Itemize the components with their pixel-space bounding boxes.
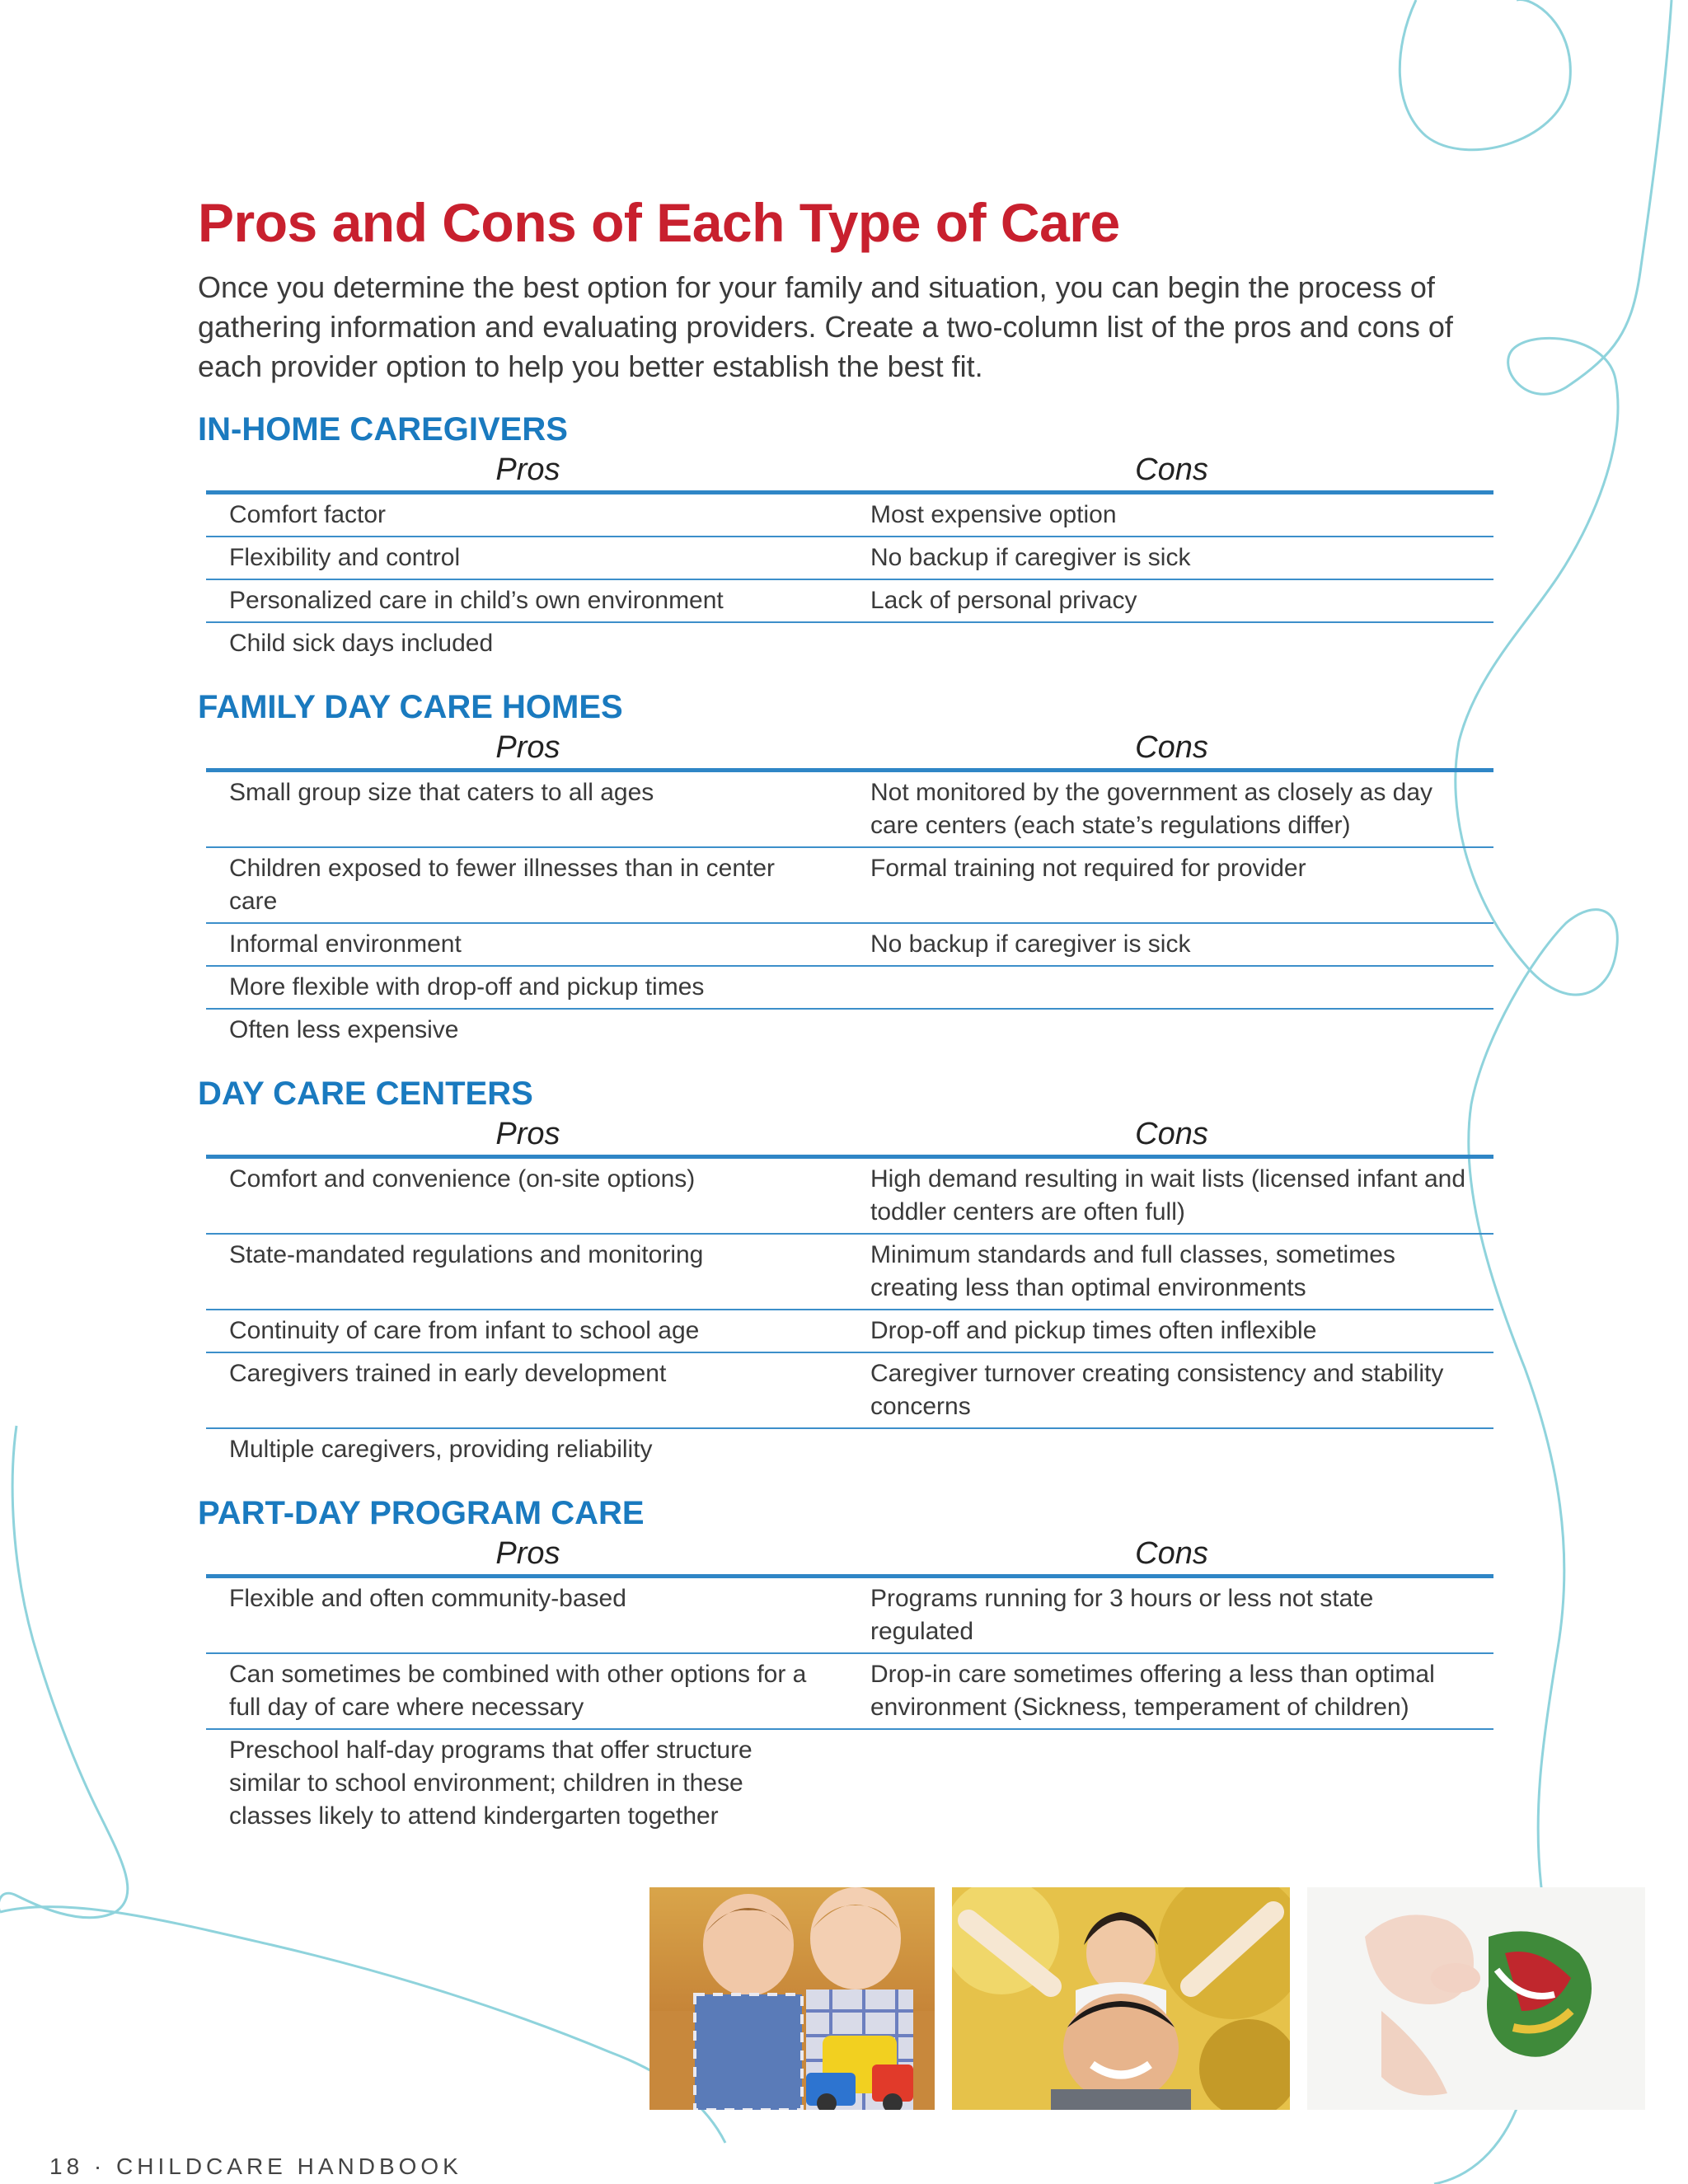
con-cell [842,1010,1493,1051]
pro-cell: Personalized care in child’s own environment [229,587,724,614]
con-cell [842,623,1493,664]
pro-cell: Often less expensive [229,1016,459,1043]
pro-cell: Flexibility and control [229,544,461,571]
page-content [198,185,1500,1837]
con-cell: Drop-in care sometimes offering a less than optimal environment (Sickness, temperament of children) [870,1661,1435,1721]
pros-cons-table [206,1535,1493,1837]
pro-cell: Multiple caregivers, providing reliability [229,1436,653,1463]
table-row [206,1235,1493,1310]
pro-cell: State-mandated regulations and monitoring [229,1241,704,1268]
con-cell: Most expensive option [870,501,1117,528]
section [198,408,1500,664]
con-cell: Formal training not required for provider [870,855,1306,882]
con-cell: Lack of personal privacy [870,587,1137,614]
pro-cell: Flexible and often community-based [229,1585,626,1612]
section [198,1072,1500,1470]
photo-child-painting-hands [1307,1887,1645,2110]
section-title: DAY CARE CENTERS [198,1076,533,1112]
section-title: PART-DAY PROGRAM CARE [198,1495,645,1531]
con-cell: Programs running for 3 hours or less not state regulated [870,1585,1374,1645]
table-row [206,967,1493,1010]
pro-cell: Caregivers trained in early development [229,1360,667,1387]
con-cell: Drop-off and pickup times often inflexible [870,1317,1317,1344]
table-row [206,772,1493,848]
sections-container [198,408,1500,1837]
table-row [206,1010,1493,1051]
pro-cell: Continuity of care from infant to school age [229,1317,700,1344]
table-row [206,924,1493,967]
table-row [206,494,1493,537]
page-footer: 18 · CHILDCARE HANDBOOK [49,2154,462,2179]
section-title: FAMILY DAY CARE HOMES [198,689,623,725]
table-row [206,1730,1493,1837]
con-cell [842,967,1493,1008]
table-header [206,1115,1493,1159]
con-cell [842,1429,1493,1470]
table-row [206,848,1493,924]
section [198,1492,1500,1837]
pros-cons-table [206,451,1493,664]
pro-cell: Comfort factor [229,501,387,528]
photo-father-and-daughter [952,1887,1290,2110]
cons-header: Cons [1135,1536,1208,1571]
table-header [206,1535,1493,1578]
table-row [206,1353,1493,1429]
section-title: IN-HOME CAREGIVERS [198,411,568,448]
table-header [206,729,1493,772]
con-cell [842,1730,1493,1837]
table-header [206,451,1493,494]
pro-cell: Can sometimes be combined with other options for a full day of care where necessary [229,1661,807,1721]
intro-paragraph: Once you determine the best option for your family and situation, you can begin the process of gathering information and evaluating providers. Create a two-column list of the pros and cons of each provider option to help you better establish the best fit. [198,270,1453,383]
cons-header: Cons [1135,730,1208,765]
pro-cell: Small group size that caters to all ages [229,779,654,806]
table-row [206,580,1493,623]
pro-cell: Informal environment [229,930,462,958]
pros-header: Pros [495,452,560,487]
pro-cell: Preschool half-day programs that offer structure similar to school environment; children in these classes likely to attend kindergarten together [229,1736,753,1830]
pros-header: Pros [495,1536,560,1571]
page-title: Pros and Cons of Each Type of Care [198,192,1120,253]
photo-two-toddlers-playing [649,1887,935,2110]
pros-header: Pros [495,1117,560,1151]
table-row [206,537,1493,580]
table-row [206,1578,1493,1654]
section [198,686,1500,1051]
con-cell: High demand resulting in wait lists (licensed infant and toddler centers are often full) [870,1165,1466,1226]
con-cell: No backup if caregiver is sick [870,930,1191,958]
cons-header: Cons [1135,452,1208,487]
table-row [206,1310,1493,1353]
con-cell: Caregiver turnover creating consistency and stability concerns [870,1360,1444,1420]
pros-cons-table [206,1115,1493,1470]
pro-cell: More flexible with drop-off and pickup times [229,973,705,1001]
table-row [206,1429,1493,1470]
pro-cell: Comfort and convenience (on-site options) [229,1165,696,1193]
table-row [206,1159,1493,1235]
cons-header: Cons [1135,1117,1208,1151]
table-row [206,1654,1493,1730]
con-cell: No backup if caregiver is sick [870,544,1191,571]
pro-cell: Child sick days included [229,630,494,657]
pro-cell: Children exposed to fewer illnesses than in center care [229,855,776,915]
table-row [206,623,1493,664]
con-cell: Not monitored by the government as closely as day care centers (each state’s regulations differ) [870,779,1433,839]
pros-cons-table [206,729,1493,1051]
pros-header: Pros [495,730,560,765]
con-cell: Minimum standards and full classes, sometimes creating less than optimal environments [870,1241,1395,1301]
